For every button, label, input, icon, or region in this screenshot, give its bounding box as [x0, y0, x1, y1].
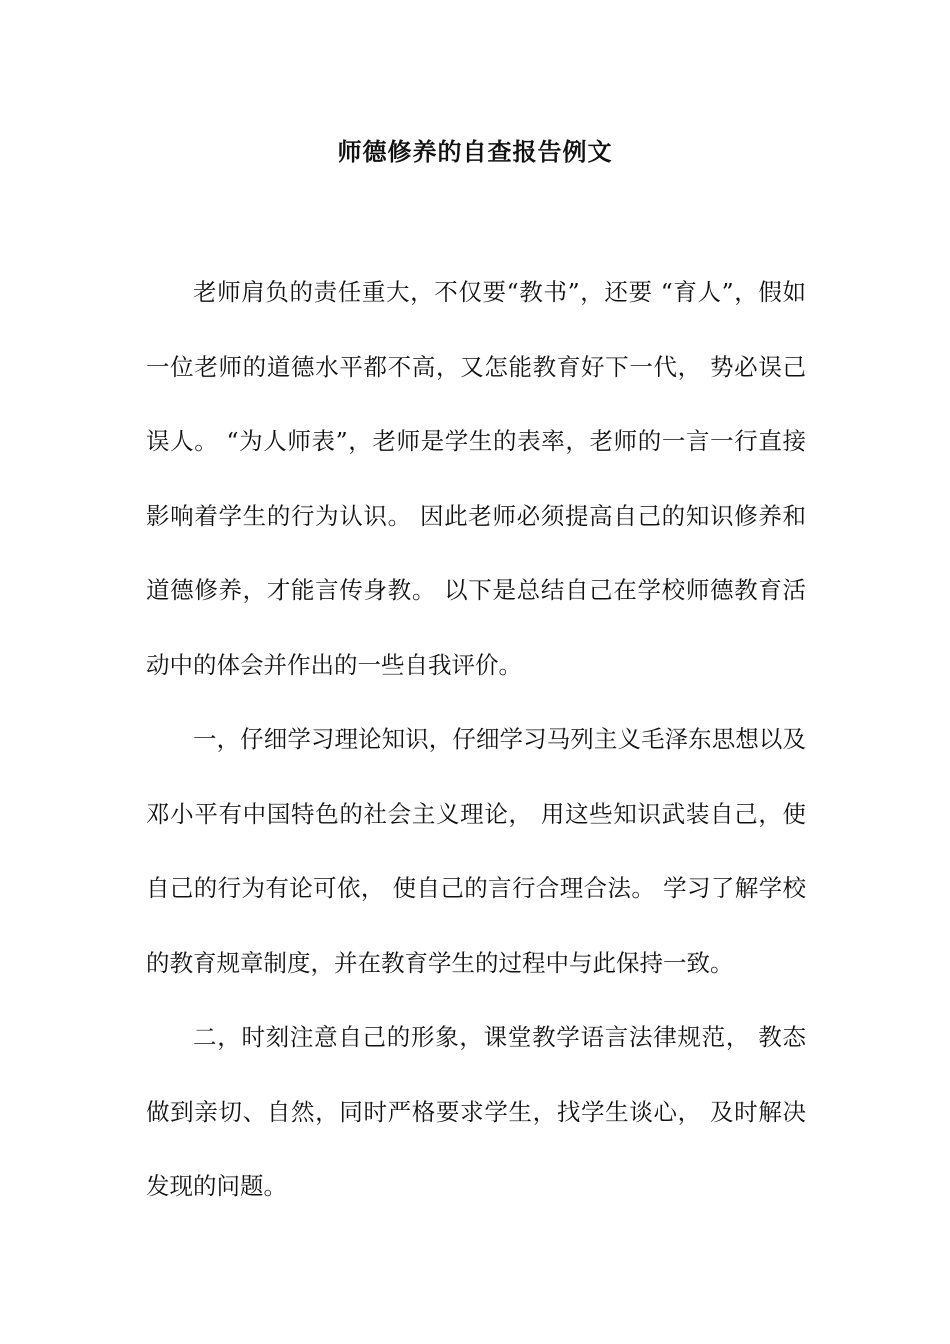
- paragraph-point-one: 一，仔细学习理论知识，仔细学习马列主义毛泽东思想以及邓小平有中国特色的社会主义理论， 用这些知识武装自己，使自己的行为有论可依， 使自己的言行合理合法。 学习了解学校的教育规章制度，并在教育学生的过程中与此保持一致。: [146, 725, 806, 977]
- paragraph-point-two: 二，时刻注意自己的形象，课堂教学语言法律规范， 教态做到亲切、自然，同时严格要求学生，找学生谈心， 及时解决发现的问题。: [146, 1023, 806, 1200]
- document-title: 师德修养的自查报告例文: [337, 137, 613, 166]
- paragraph-intro: 老师肩负的责任重大，不仅要“教书”，还要 “育人”，假如一位老师的道德水平都不高，又怎能教育好下一代， 势必误己误人。 “为人师表”，老师是学生的表率，老师的一言一行直接影响着学生的行为认识。 因此老师必须提高自己的知识修养和道德修养，才能言传身教。 以下是总结自己在学校师德教育活动中的体会并作出的一些自我评价。: [146, 278, 806, 679]
- document-body: [146, 255, 806, 1224]
